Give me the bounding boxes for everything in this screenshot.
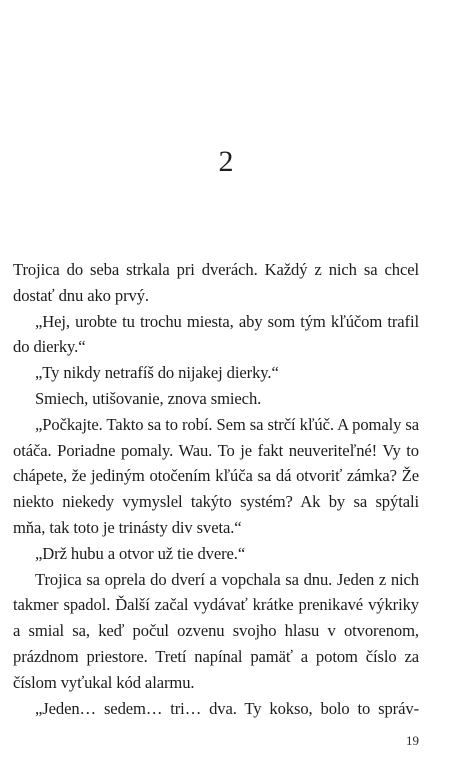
paragraph: „Drž hubu a otvor už tie dvere.“ — [35, 543, 246, 563]
paragraph: Trojica do seba strkala pri dverách. Každý z nich sa chcel dostať dnu ako prvý. — [13, 260, 419, 305]
paragraph: Trojica sa oprela do dverí a vopchala sa dnu. Jeden z nich takmer spadol. Ďalší začal vydávať krátke prenikavé výkriky a smial sa, keď počul ozvenu svojho hlasu v otvorenom, prázdnom priestore. Tretí napínal pamäť a potom číslo za číslom vyťukal kód alarmu. — [13, 569, 419, 692]
page-number: 19 — [406, 733, 419, 748]
paragraph: „Hej, urobte tu trochu miesta, aby som tým kľúčom trafil do dierky.“ — [13, 311, 419, 357]
paragraph: „Počkajte. Takto sa to robí. Sem sa strčí kľúč. A pomaly sa otáča. Poriadne pomaly. Wau. To je fakt neuveriteľné! Vy to chápete, že jediným otočením kľúča sa dá otvoriť zámka? Že niekto niekedy vymyslel takýto systém? Ak by sa spýtali mňa, tak toto je trinásty div sveta.“ — [13, 414, 419, 537]
paragraph: „Ty nikdy netrafíš do nijakej dierky.“ — [35, 363, 279, 383]
paragraph: Smiech, utišovanie, znova smiech. — [35, 388, 262, 408]
chapter-number: 2 — [218, 145, 234, 178]
chapter-body — [13, 257, 419, 721]
paragraph: „Jeden… sedem… tri… dva. Ty kokso, bolo to správ- — [35, 698, 419, 718]
